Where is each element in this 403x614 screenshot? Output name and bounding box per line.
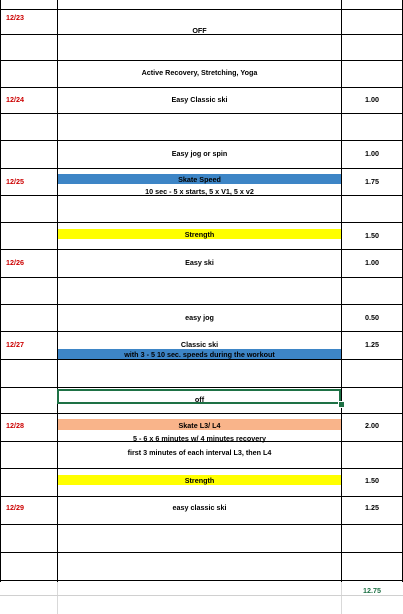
row-line	[0, 9, 403, 10]
value-cell[interactable]: 2.00	[365, 421, 379, 430]
activity-cell[interactable]: OFF	[192, 26, 207, 35]
value-cell[interactable]: 1.75	[365, 177, 379, 186]
row-line	[0, 304, 403, 305]
activity-cell[interactable]: Strength	[184, 476, 215, 485]
date-cell[interactable]: 12/23	[6, 13, 24, 22]
row-line	[0, 496, 403, 497]
note-cell[interactable]: first 3 minutes of each interval L3, then L4	[127, 448, 272, 457]
row-line	[0, 87, 403, 88]
activity-cell[interactable]: easy classic ski	[172, 503, 227, 512]
value-cell[interactable]: 1.50	[365, 476, 379, 485]
activity-cell[interactable]: Easy jog or spin	[171, 149, 228, 158]
value-cell[interactable]: 1.00	[365, 149, 379, 158]
row-line	[0, 524, 403, 525]
note-cell[interactable]: 10 sec - 5 x starts, 5 x V1, 5 x v2	[145, 187, 254, 196]
value-cell[interactable]: 1.50	[365, 231, 379, 240]
value-cell[interactable]: 1.25	[365, 340, 379, 349]
date-cell[interactable]: 12/28	[6, 421, 24, 430]
row-line	[0, 222, 403, 223]
row-line	[0, 140, 403, 141]
date-cell[interactable]: 12/26	[6, 258, 24, 267]
note-cell[interactable]: 5 - 6 x 6 minutes w/ 4 minutes recovery	[132, 434, 267, 443]
total-value[interactable]: 12.75	[363, 586, 381, 595]
row-line	[0, 387, 403, 388]
date-cell[interactable]: 12/24	[6, 95, 24, 104]
activity-cell[interactable]: easy jog	[185, 313, 214, 322]
activity-cell[interactable]: off	[194, 395, 205, 404]
activity-cell[interactable]: Active Recovery, Stretching, Yoga	[141, 68, 258, 77]
activity-cell[interactable]: Skate L3/ L4	[178, 421, 221, 430]
activity-cell[interactable]: Easy ski	[185, 258, 214, 267]
note-cell[interactable]: with 3 - 5 10 sec. speeds during the workout	[124, 350, 275, 359]
value-cell[interactable]: 1.25	[365, 503, 379, 512]
activity-cell[interactable]: Classic ski	[180, 340, 219, 349]
row-line	[0, 468, 403, 469]
activity-cell[interactable]: Strength	[184, 230, 215, 239]
row-line	[0, 60, 403, 61]
activity-cell[interactable]: Easy Classic ski	[171, 95, 228, 104]
value-cell[interactable]: 0.50	[365, 313, 379, 322]
date-cell[interactable]: 12/29	[6, 503, 24, 512]
row-line	[0, 277, 403, 278]
row-line	[0, 552, 403, 553]
value-cell[interactable]: 1.00	[365, 95, 379, 104]
value-cell[interactable]: 1.00	[365, 258, 379, 267]
grid-thin-col1	[57, 582, 58, 614]
row-line	[0, 168, 403, 169]
row-line	[0, 249, 403, 250]
activity-cell[interactable]: Skate Speed	[178, 175, 221, 184]
row-line	[0, 359, 403, 360]
row-line	[0, 331, 403, 332]
row-line	[0, 580, 403, 581]
row-line	[0, 413, 403, 414]
date-cell[interactable]: 12/25	[6, 177, 24, 186]
row-line	[0, 113, 403, 114]
date-cell[interactable]: 12/27	[6, 340, 24, 349]
row-line-faint	[0, 595, 403, 596]
